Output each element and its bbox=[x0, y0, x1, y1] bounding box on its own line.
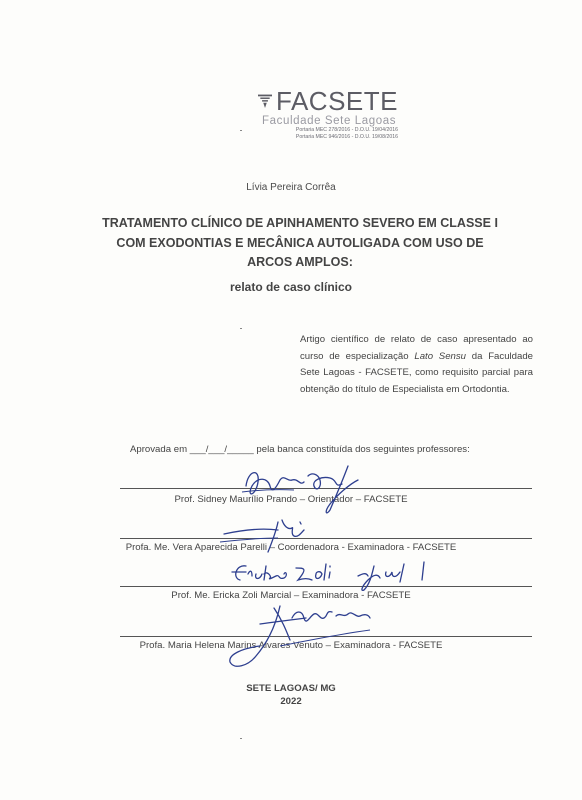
title-line-3: ARCOS AMPLOS: bbox=[247, 255, 353, 269]
handwritten-signature bbox=[220, 596, 400, 674]
committee-member-name: Prof. Sidney Maurílio Prando – Orientador – FACSETE bbox=[174, 494, 408, 505]
title-line-2: COM EXODONTIAS E MECÂNICA AUTOLIGADA COM USO DE bbox=[116, 235, 484, 250]
handwritten-signature bbox=[228, 556, 438, 596]
abstract-text-1: Artigo científico de relato de caso apresentado ao curso de especialização bbox=[300, 334, 533, 362]
author-name: Lívia Pereira Corrêa bbox=[246, 182, 336, 193]
abstract-text-2: da Faculdade Sete Lagoas - FACSETE, como requisito parcial para obtenção do título de Especialista em Ortodontia. bbox=[300, 350, 533, 395]
abstract-paragraph bbox=[300, 332, 533, 398]
scan-speck bbox=[240, 130, 242, 131]
title-line-1: TRATAMENTO CLÍNICO DE APINHAMENTO SEVERO EM CLASSE I bbox=[102, 216, 498, 230]
logo-name: FACSETE bbox=[276, 86, 398, 116]
document-subtitle: relato de caso clínico bbox=[229, 280, 353, 294]
abstract-italic: Lato Sensu bbox=[414, 350, 466, 362]
committee-member-name: Profa. Maria Helena Marins Alvares Venuto – Examinadora - FACSETE bbox=[139, 640, 443, 651]
document-title bbox=[100, 214, 500, 273]
signature-line bbox=[120, 538, 532, 539]
approval-line: Aprovada em ___/___/_____ pela banca constituída dos seguintes professores: bbox=[130, 444, 470, 455]
scan-speck bbox=[240, 328, 242, 329]
logo-portaria-1: Portaria MEC 278/2016 - D.O.U. 19/04/2016 bbox=[295, 127, 398, 133]
committee-member-name: Profa. Me. Vera Aparecida Parelli – Coordenadora - Examinadora - FACSETE bbox=[125, 542, 457, 553]
handwritten-signature bbox=[238, 456, 378, 518]
facsete-logo bbox=[258, 88, 398, 141]
logo-subtitle: Faculdade Sete Lagoas bbox=[262, 115, 397, 127]
footer-city: SETE LAGOAS/ MG bbox=[246, 683, 336, 694]
footer-year: 2022 bbox=[280, 696, 302, 707]
facsete-emblem-icon bbox=[258, 88, 272, 114]
committee-member-name: Prof. Me. Ericka Zoli Marcial – Examinadora - FACSETE bbox=[171, 590, 411, 601]
logo-portaria-2: Portaria MEC 946/2016 - D.O.U. 19/08/2016 bbox=[295, 134, 398, 140]
scan-speck bbox=[240, 738, 242, 739]
handwritten-signature bbox=[218, 512, 318, 556]
